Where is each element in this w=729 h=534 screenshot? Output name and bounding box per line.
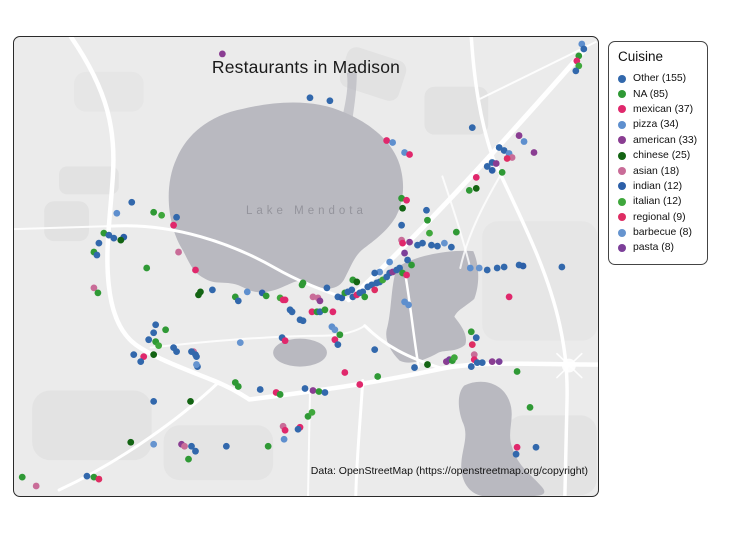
restaurant-point bbox=[441, 240, 448, 247]
legend-item-label: mexican (37) bbox=[633, 103, 694, 115]
legend-item-american bbox=[618, 133, 699, 148]
restaurant-point bbox=[374, 373, 381, 380]
restaurant-point bbox=[403, 197, 410, 204]
restaurant-point bbox=[424, 217, 431, 224]
restaurant-point bbox=[127, 439, 134, 446]
restaurant-point bbox=[170, 222, 177, 229]
lake-wingra-shape bbox=[273, 339, 327, 367]
restaurant-point bbox=[331, 326, 338, 333]
restaurant-point bbox=[324, 285, 331, 292]
legend-item-barbecue bbox=[618, 225, 699, 240]
restaurant-point bbox=[494, 265, 501, 272]
restaurant-point bbox=[514, 444, 521, 451]
restaurant-point bbox=[192, 448, 199, 455]
legend-items bbox=[618, 71, 699, 256]
restaurant-point bbox=[110, 235, 117, 242]
legend-color-dot bbox=[618, 213, 626, 221]
restaurant-point bbox=[310, 387, 317, 394]
restaurant-point bbox=[209, 287, 216, 294]
restaurant-point bbox=[181, 443, 188, 450]
restaurant-point bbox=[173, 348, 180, 355]
legend-item-indian bbox=[618, 179, 699, 194]
restaurant-point bbox=[237, 339, 244, 346]
restaurant-point bbox=[504, 155, 511, 162]
legend-item-pasta bbox=[618, 240, 699, 255]
map-panel bbox=[13, 36, 599, 497]
restaurant-point bbox=[533, 444, 540, 451]
legend-item-label: regional (9) bbox=[633, 211, 686, 223]
restaurant-point bbox=[469, 341, 476, 348]
restaurant-point bbox=[145, 336, 152, 343]
legend-item-label: american (33) bbox=[633, 134, 698, 146]
restaurant-point bbox=[389, 139, 396, 146]
restaurant-point bbox=[19, 474, 26, 481]
restaurant-point bbox=[235, 297, 242, 304]
legend-item-label: Other (155) bbox=[633, 73, 687, 85]
restaurant-point bbox=[310, 293, 317, 300]
restaurant-point bbox=[558, 264, 565, 271]
restaurant-point bbox=[143, 265, 150, 272]
restaurant-point bbox=[580, 46, 587, 53]
restaurant-point bbox=[113, 210, 120, 217]
legend-item-other bbox=[618, 71, 699, 86]
legend-color-dot bbox=[618, 105, 626, 113]
restaurant-point bbox=[411, 364, 418, 371]
restaurant-point bbox=[300, 317, 307, 324]
restaurant-point bbox=[309, 409, 316, 416]
restaurant-point bbox=[398, 222, 405, 229]
legend-color-dot bbox=[618, 229, 626, 237]
legend-item-italian bbox=[618, 194, 699, 209]
legend-item-label: pasta (8) bbox=[633, 242, 675, 254]
restaurant-point bbox=[527, 404, 534, 411]
restaurant-point bbox=[408, 262, 415, 269]
restaurant-point bbox=[187, 398, 194, 405]
restaurant-point bbox=[476, 265, 483, 272]
legend-item-label: barbecue (8) bbox=[633, 227, 692, 239]
restaurant-point bbox=[371, 287, 378, 294]
restaurant-point bbox=[334, 341, 341, 348]
restaurant-point bbox=[521, 138, 528, 145]
legend-title: Cuisine bbox=[618, 49, 664, 64]
legend-color-dot bbox=[618, 198, 626, 206]
restaurant-point bbox=[356, 381, 363, 388]
restaurant-point bbox=[403, 272, 410, 279]
legend-item-label: italian (12) bbox=[633, 196, 682, 208]
legend-item-pizza bbox=[618, 117, 699, 132]
restaurant-point bbox=[514, 368, 521, 375]
restaurant-point bbox=[280, 296, 287, 303]
restaurant-point bbox=[467, 265, 474, 272]
restaurant-point bbox=[468, 328, 475, 335]
restaurant-point bbox=[496, 358, 503, 365]
restaurant-point bbox=[516, 132, 523, 139]
restaurant-point bbox=[282, 337, 289, 344]
legend-item-label: indian (12) bbox=[633, 180, 683, 192]
restaurant-point bbox=[466, 187, 473, 194]
restaurant-point bbox=[489, 358, 496, 365]
restaurant-point bbox=[406, 239, 413, 246]
restaurant-point bbox=[399, 205, 406, 212]
restaurant-point bbox=[84, 473, 91, 480]
restaurant-point bbox=[130, 351, 137, 358]
restaurant-point bbox=[424, 361, 431, 368]
restaurant-point bbox=[158, 212, 165, 219]
restaurant-point bbox=[94, 252, 101, 259]
restaurant-point bbox=[341, 369, 348, 376]
restaurant-point bbox=[150, 351, 157, 358]
restaurant-point bbox=[371, 346, 378, 353]
legend-color-dot bbox=[618, 136, 626, 144]
restaurant-point bbox=[451, 354, 458, 361]
restaurant-point bbox=[244, 289, 251, 296]
restaurant-point bbox=[117, 237, 124, 244]
restaurant-point bbox=[185, 456, 192, 463]
restaurant-point bbox=[219, 51, 226, 58]
restaurant-point bbox=[282, 427, 289, 434]
lake-mendota-shape bbox=[169, 102, 403, 292]
restaurant-point bbox=[531, 149, 538, 156]
restaurant-point bbox=[371, 270, 378, 277]
restaurant-point bbox=[152, 321, 159, 328]
legend-item-label: pizza (34) bbox=[633, 119, 679, 131]
legend-color-dot bbox=[618, 167, 626, 175]
restaurant-point bbox=[150, 398, 157, 405]
restaurant-point bbox=[281, 436, 288, 443]
restaurant-point bbox=[406, 151, 413, 158]
restaurant-point bbox=[479, 359, 486, 366]
legend-item-label: asian (18) bbox=[633, 165, 680, 177]
restaurant-point bbox=[128, 199, 135, 206]
legend-color-dot bbox=[618, 244, 626, 252]
restaurant-point bbox=[175, 249, 182, 256]
legend-item-label: NA (85) bbox=[633, 88, 669, 100]
legend-item-na bbox=[618, 86, 699, 101]
restaurant-point bbox=[150, 209, 157, 216]
restaurant-point bbox=[399, 240, 406, 247]
restaurant-point bbox=[493, 160, 500, 167]
legend-item-asian bbox=[618, 163, 699, 178]
restaurant-point bbox=[405, 301, 412, 308]
map-title: Restaurants in Madison bbox=[211, 57, 401, 77]
restaurant-point bbox=[468, 363, 475, 370]
restaurant-point bbox=[302, 385, 309, 392]
legend-color-dot bbox=[618, 152, 626, 160]
restaurant-point bbox=[329, 308, 336, 315]
restaurant-point bbox=[520, 263, 527, 270]
restaurant-point bbox=[96, 240, 103, 247]
restaurant-point bbox=[95, 289, 102, 296]
legend-color-dot bbox=[618, 90, 626, 98]
legend-item-regional bbox=[618, 210, 699, 225]
legend-color-dot bbox=[618, 182, 626, 190]
restaurant-point bbox=[265, 443, 272, 450]
restaurant-point bbox=[506, 293, 513, 300]
restaurant-point bbox=[353, 279, 360, 286]
map-canvas bbox=[14, 37, 598, 496]
restaurant-point bbox=[193, 361, 200, 368]
restaurant-point bbox=[150, 441, 157, 448]
restaurant-point bbox=[448, 244, 455, 251]
map-attribution: Data: OpenStreetMap (https://openstreetmap.org/copyright) bbox=[310, 465, 588, 477]
restaurant-point bbox=[299, 282, 306, 289]
restaurant-point bbox=[257, 386, 264, 393]
restaurant-point bbox=[499, 169, 506, 176]
restaurant-point bbox=[484, 267, 491, 274]
restaurant-point bbox=[513, 451, 520, 458]
restaurant-point bbox=[317, 297, 324, 304]
restaurant-point bbox=[193, 353, 200, 360]
restaurant-point bbox=[150, 329, 157, 336]
restaurant-point bbox=[501, 264, 508, 271]
restaurant-point bbox=[361, 293, 368, 300]
restaurant-point bbox=[263, 292, 270, 299]
restaurant-point bbox=[235, 383, 242, 390]
restaurant-point bbox=[453, 229, 460, 236]
lake-mendota-label: Lake Mendota bbox=[246, 205, 367, 217]
restaurant-point bbox=[322, 306, 329, 313]
restaurant-point bbox=[572, 67, 579, 74]
legend-color-dot bbox=[618, 75, 626, 83]
restaurant-point bbox=[173, 214, 180, 221]
legend-item-label: chinese (25) bbox=[633, 150, 691, 162]
restaurant-point bbox=[327, 97, 334, 104]
restaurant-point bbox=[473, 185, 480, 192]
restaurant-point bbox=[386, 259, 393, 266]
restaurant-point bbox=[336, 331, 343, 338]
restaurant-point bbox=[295, 426, 302, 433]
restaurant-point bbox=[383, 137, 390, 144]
restaurant-point bbox=[223, 443, 230, 450]
restaurant-point bbox=[414, 242, 421, 249]
restaurant-point bbox=[192, 267, 199, 274]
restaurant-point bbox=[162, 326, 169, 333]
restaurant-point bbox=[401, 250, 408, 257]
restaurant-point bbox=[469, 124, 476, 131]
restaurant-point bbox=[473, 334, 480, 341]
restaurant-point bbox=[434, 243, 441, 250]
restaurant-point bbox=[287, 306, 294, 313]
legend-color-dot bbox=[618, 121, 626, 129]
restaurant-point bbox=[484, 163, 491, 170]
restaurant-point bbox=[322, 389, 329, 396]
legend-item-chinese bbox=[618, 148, 699, 163]
restaurant-point bbox=[188, 348, 195, 355]
restaurant-point bbox=[473, 174, 480, 181]
restaurant-point bbox=[428, 242, 435, 249]
restaurant-point bbox=[33, 483, 40, 490]
restaurant-point bbox=[426, 230, 433, 237]
restaurant-point bbox=[277, 391, 284, 398]
restaurant-point bbox=[155, 342, 162, 349]
restaurant-point bbox=[137, 358, 144, 365]
restaurant-point bbox=[316, 388, 323, 395]
restaurant-point bbox=[197, 289, 204, 296]
restaurant-point bbox=[96, 476, 103, 483]
restaurant-point bbox=[423, 207, 430, 214]
restaurant-point bbox=[307, 94, 314, 101]
restaurant-point bbox=[348, 287, 355, 294]
legend-item-mexican bbox=[618, 102, 699, 117]
legend bbox=[608, 41, 708, 265]
